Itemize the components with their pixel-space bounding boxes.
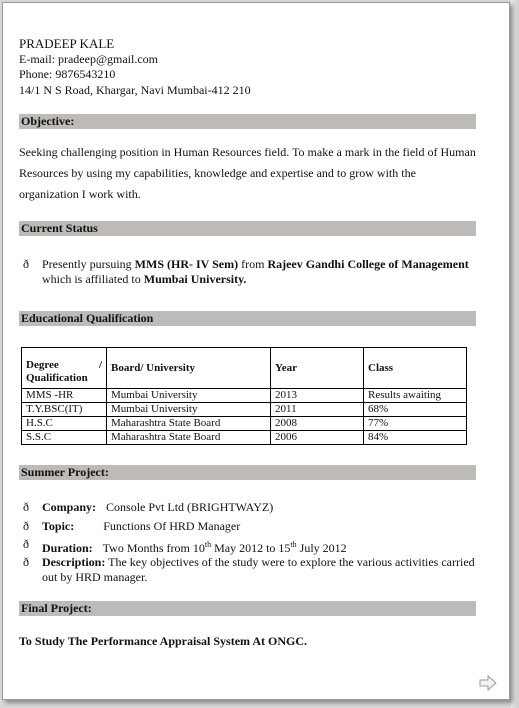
phone-line: Phone: 9876543210 bbox=[19, 67, 116, 81]
table-cell: Mumbai University bbox=[107, 403, 271, 417]
table-header-row bbox=[22, 348, 467, 389]
topic-item bbox=[23, 519, 478, 534]
company-text bbox=[42, 500, 476, 515]
duration-value bbox=[103, 541, 347, 555]
duration-part: May 2012 to 15 bbox=[211, 541, 291, 555]
description-value: The key objectives of the study were to explore the various activities carried out by HRD manager. bbox=[42, 555, 475, 584]
header-year: Year bbox=[271, 348, 364, 389]
current-status-item bbox=[23, 257, 478, 289]
education-table bbox=[21, 347, 467, 445]
college-name: Rajeev Gandhi College of Management bbox=[267, 257, 469, 271]
table-row bbox=[22, 431, 467, 445]
table-cell: 84% bbox=[364, 431, 467, 445]
candidate-name: PRADEEP KALE bbox=[19, 36, 115, 51]
table-cell: Mumbai University bbox=[107, 389, 271, 403]
table-cell: 2006 bbox=[271, 431, 364, 445]
current-status-heading: Current Status bbox=[19, 221, 476, 236]
table-cell: H.S.C bbox=[22, 417, 107, 431]
table-row bbox=[22, 417, 467, 431]
bullet-icon: ð bbox=[23, 500, 29, 514]
duration-sup: th bbox=[290, 540, 297, 549]
current-status-text bbox=[42, 257, 476, 287]
status-text-part: from bbox=[238, 257, 268, 271]
table-cell: 77% bbox=[364, 417, 467, 431]
duration-part: Two Months from 10 bbox=[102, 541, 205, 555]
header-degree-slash: / bbox=[98, 359, 102, 371]
status-text-part: Presently pursuing bbox=[42, 257, 135, 271]
duration-part: July 2012 bbox=[296, 541, 347, 555]
page-edge bbox=[511, 0, 519, 708]
header-degree-word: Degree bbox=[26, 359, 59, 371]
bullet-icon: ð bbox=[23, 555, 29, 569]
table-cell: 2013 bbox=[271, 389, 364, 403]
email-line: E-mail: pradeep@gmail.com bbox=[19, 51, 159, 66]
header-degree-word: Qualification bbox=[26, 372, 88, 384]
table-cell: S.S.C bbox=[22, 431, 107, 445]
topic-text bbox=[42, 519, 476, 534]
address-line: 14/1 N S Road, Khargar, Navi Mumbai-412 210 bbox=[19, 82, 251, 97]
table-cell: Maharashtra State Board bbox=[107, 417, 271, 431]
table-row bbox=[22, 389, 467, 403]
next-page-arrow-icon[interactable] bbox=[479, 675, 497, 691]
final-project-text: To Study The Performance Appraisal System At ONGC. bbox=[19, 634, 308, 648]
header-class: Class bbox=[364, 348, 467, 389]
description-label: Description: bbox=[42, 555, 106, 569]
contact-block bbox=[19, 36, 251, 98]
table-cell: 2011 bbox=[271, 403, 364, 417]
topic-label: Topic: bbox=[42, 519, 75, 533]
summer-project-heading: Summer Project: bbox=[19, 465, 476, 480]
table-cell: Results awaiting bbox=[364, 389, 467, 403]
resume-page bbox=[2, 2, 510, 700]
table-cell: 68% bbox=[364, 403, 467, 417]
table-cell: T.Y.BSC(IT) bbox=[22, 403, 107, 417]
company-item bbox=[23, 500, 478, 515]
header-board: Board/ University bbox=[107, 348, 271, 389]
objective-text: Seeking challenging position in Human Resources field. To make a mark in the field of Human Resources by using my capabilities, knowledge and expertise and to grow with the organization I work with. bbox=[19, 145, 476, 201]
objective-heading: Objective: bbox=[19, 114, 476, 129]
bullet-icon: ð bbox=[23, 519, 29, 533]
duration-text bbox=[42, 537, 476, 556]
course-name: MMS (HR- IV Sem) bbox=[134, 257, 239, 271]
education-heading: Educational Qualification bbox=[19, 311, 476, 326]
status-text-part: which is affiliated to bbox=[42, 272, 144, 286]
arrow-right-icon bbox=[479, 675, 497, 691]
description-item bbox=[23, 555, 478, 587]
description-text bbox=[42, 555, 476, 585]
bullet-icon: ð bbox=[23, 257, 29, 271]
table-cell: 2008 bbox=[271, 417, 364, 431]
duration-label: Duration: bbox=[42, 541, 93, 555]
table-cell: MMS -HR bbox=[22, 389, 107, 403]
company-value: Console Pvt Ltd (BRIGHTWAYZ) bbox=[106, 500, 274, 514]
duration-item bbox=[23, 537, 478, 555]
final-project-heading: Final Project: bbox=[19, 601, 476, 616]
table-cell: Maharashtra State Board bbox=[107, 431, 271, 445]
university-name: Mumbai University. bbox=[143, 272, 247, 286]
company-label: Company: bbox=[42, 500, 97, 514]
table-row bbox=[22, 403, 467, 417]
header-degree bbox=[22, 348, 107, 389]
duration-sup: th bbox=[204, 540, 212, 549]
topic-value: Functions Of HRD Manager bbox=[103, 519, 241, 533]
bullet-icon: ð bbox=[23, 537, 29, 551]
